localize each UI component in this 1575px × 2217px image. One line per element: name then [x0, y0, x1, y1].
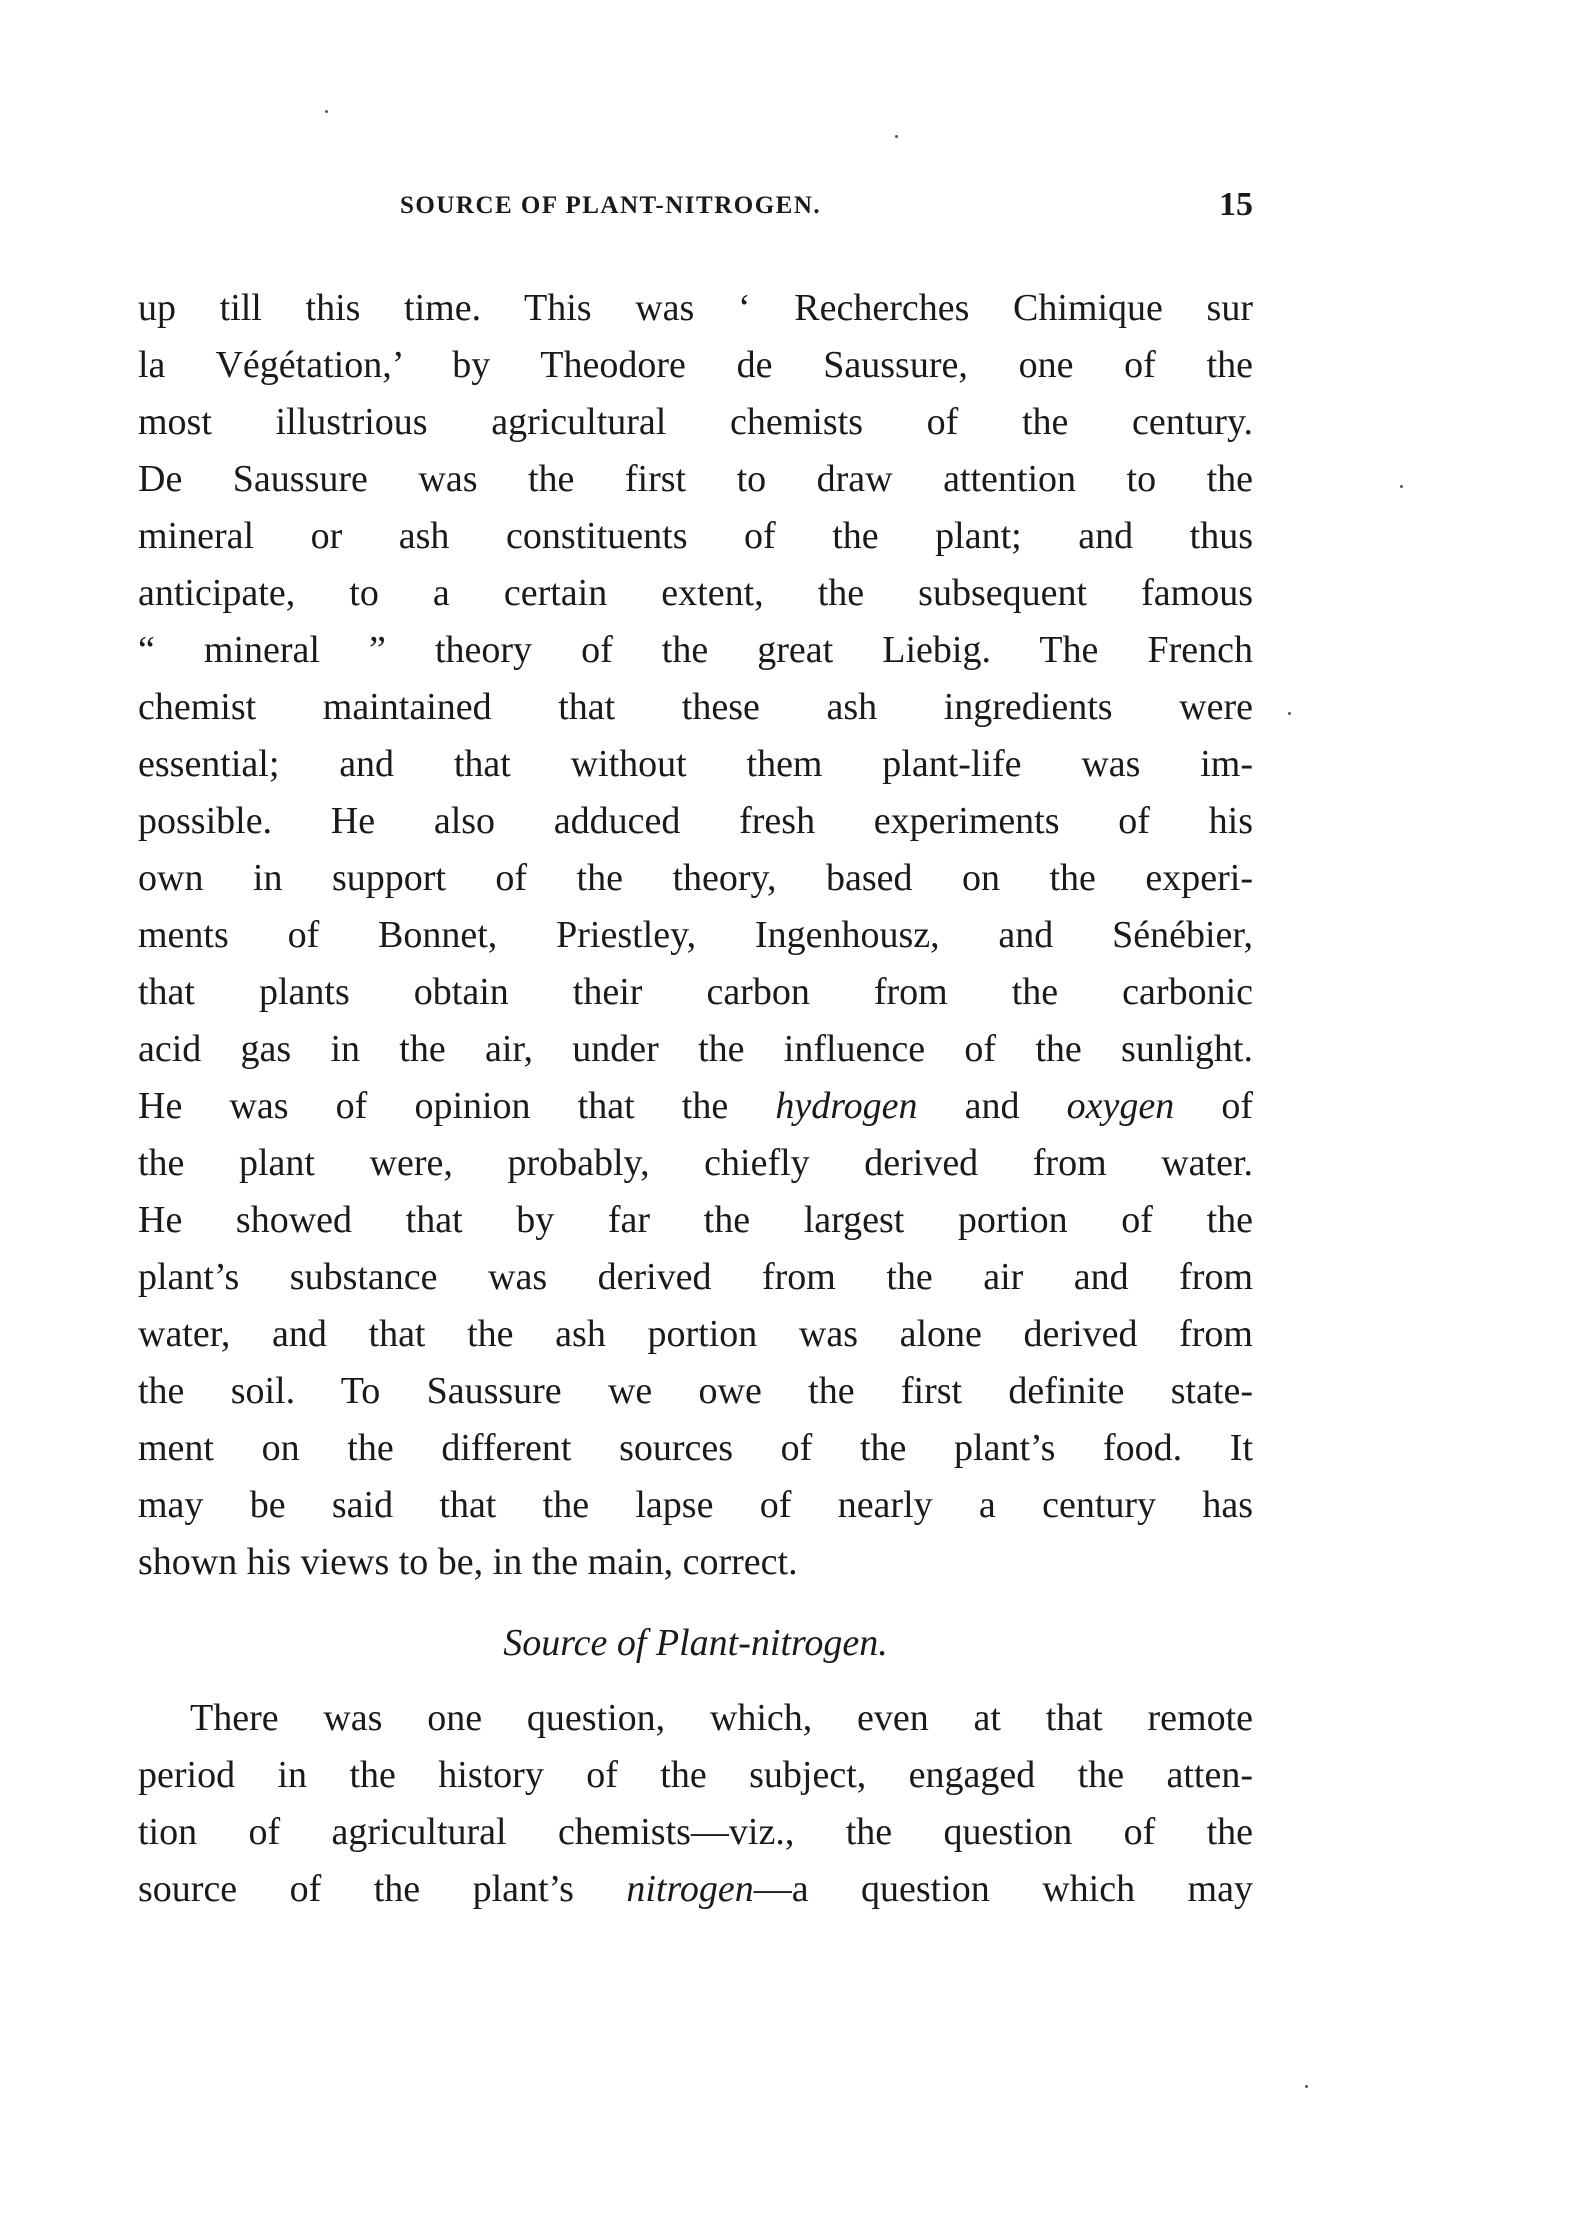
text-line: that plants obtain their carbon from the carbonic: [138, 971, 1253, 1013]
italic-term: nitrogen: [626, 1868, 754, 1910]
line-text: —a question which may: [753, 1868, 1253, 1910]
text-line: own in support of the theory, based on the experi-: [138, 857, 1253, 899]
text-line: ments of Bonnet, Priestley, Ingenhousz, and Sénébier,: [138, 914, 1253, 956]
text-line: There was one question, which, even at that remote: [190, 1697, 1253, 1739]
text-line: may be said that the lapse of nearly a century has: [138, 1484, 1253, 1526]
text-line: shown his views to be, in the main, correct.: [138, 1541, 798, 1583]
text-line: possible. He also adduced fresh experiments of his: [138, 800, 1253, 842]
text-line: tion of agricultural chemists—viz., the question of the: [138, 1811, 1253, 1853]
text-line: up till this time. This was ‘ Recherches Chimique sur: [138, 287, 1253, 329]
text-line: ment on the different sources of the plant’s food. It: [138, 1427, 1253, 1469]
line-text: and: [917, 1085, 1067, 1127]
line-text: source of the plant’s: [138, 1868, 627, 1910]
text-line: mineral or ash constituents of the plant; and thus: [138, 515, 1253, 557]
page-number: 15: [1219, 186, 1253, 223]
line-text: He was of opinion that the: [138, 1085, 776, 1127]
paper-speck: [325, 110, 328, 113]
paper-speck: [1288, 712, 1291, 715]
text-line: chemist maintained that these ash ingredients were: [138, 686, 1253, 728]
page-header: [138, 188, 1253, 238]
italic-term: oxygen: [1066, 1085, 1175, 1127]
text-line: the soil. To Saussure we owe the first definite state-: [138, 1370, 1253, 1412]
section-heading: Source of Plant-nitrogen.: [503, 1622, 888, 1664]
running-head: SOURCE OF PLANT-NITROGEN.: [400, 192, 822, 219]
text-line: He showed that by far the largest portion of the: [138, 1199, 1253, 1241]
text-line-with-italics: [138, 1861, 1253, 1918]
text-line: the plant were, probably, chiefly derived from water.: [138, 1142, 1253, 1184]
section-paragraph: [138, 1690, 1253, 1918]
text-line-with-italics: [138, 1078, 1253, 1135]
text-line: “ mineral ” theory of the great Liebig. The French: [138, 629, 1253, 671]
text-line: most illustrious agricultural chemists of the century.: [138, 401, 1253, 443]
paper-speck: [895, 135, 898, 138]
text-line: acid gas in the air, under the influence of the sunlight.: [138, 1028, 1253, 1070]
text-line: De Saussure was the first to draw attention to the: [138, 458, 1253, 500]
line-text: of: [1174, 1085, 1253, 1127]
paper-speck: [1305, 2085, 1308, 2088]
text-line: plant’s substance was derived from the air and from: [138, 1256, 1253, 1298]
italic-term: hydrogen: [775, 1085, 918, 1127]
text-line: la Végétation,’ by Theodore de Saussure, one of the: [138, 344, 1253, 386]
paper-speck: [1400, 485, 1403, 488]
text-line: period in the history of the subject, engaged the atten-: [138, 1754, 1253, 1796]
paragraph-body: [138, 280, 1253, 1591]
text-line: anticipate, to a certain extent, the subsequent famous: [138, 572, 1253, 614]
text-line: essential; and that without them plant-life was im-: [138, 743, 1253, 785]
text-line: water, and that the ash portion was alone derived from: [138, 1313, 1253, 1355]
